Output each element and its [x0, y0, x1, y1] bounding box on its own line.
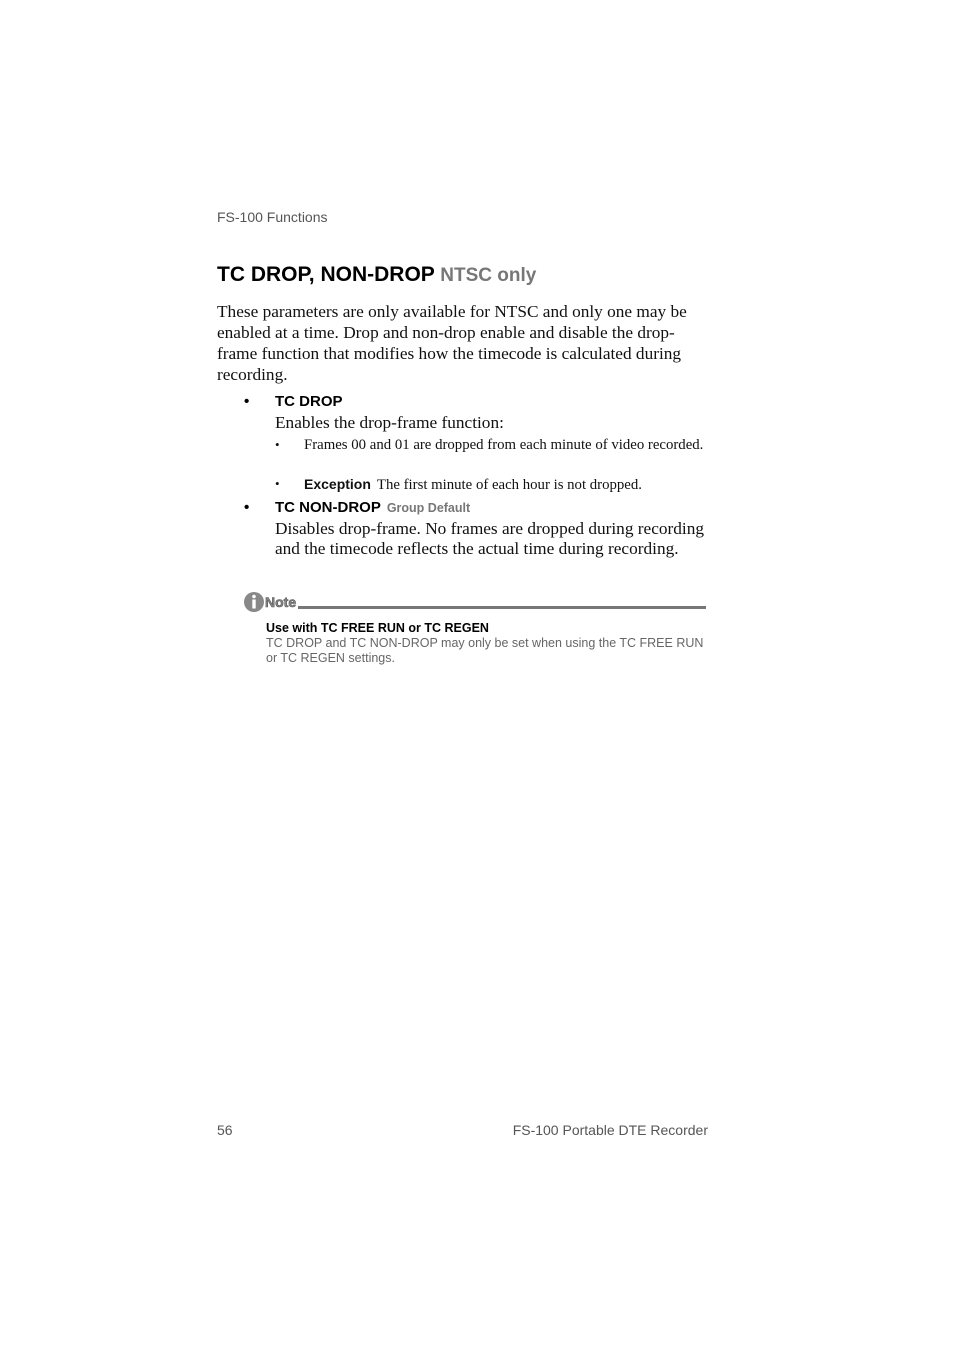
note-text: TC DROP and TC NON-DROP may only be set when using the TC FREE RUN or TC REGEN settings.	[266, 636, 704, 665]
section-title	[217, 263, 536, 287]
sub-bullet: •	[275, 437, 280, 452]
tc-drop-heading	[275, 393, 343, 410]
note-title: Use with TC FREE RUN or TC REGEN	[266, 621, 489, 635]
footer-title: FS-100 Portable DTE Recorder	[512, 1122, 708, 1138]
exception-label: Exception	[304, 476, 371, 492]
tc-drop-subitem-frames: Frames 00 and 01 are dropped from each minute of video recorded.	[304, 437, 704, 453]
info-note-icon	[243, 591, 305, 613]
tc-drop-label: TC DROP	[275, 393, 343, 410]
running-header: FS-100 Functions	[217, 209, 328, 225]
tc-non-drop-label: TC NON-DROP	[275, 499, 381, 516]
tc-drop-subitem-exception	[304, 475, 704, 495]
group-default-tag: Group Default	[386, 501, 471, 515]
bullet: •	[244, 393, 250, 410]
intro-paragraph: These parameters are only available for NTSC and only one may be enabled at a time. Drop and non-drop enable and disable the drop-frame function that modifies how the timecode is calculated during recording.	[217, 302, 687, 384]
section-qualifier: NTSC only	[440, 265, 537, 286]
sub-bullet: •	[275, 476, 280, 491]
tc-non-drop-heading	[275, 499, 470, 516]
exception-text: The first minute of each hour is not dropped.	[376, 477, 642, 493]
tc-non-drop-description: Disables drop-frame. No frames are dropped during recording and the timecode reflects the actual time during recording.	[275, 519, 704, 558]
note-divider	[298, 606, 706, 609]
bullet: •	[244, 499, 250, 516]
section-title-text: TC DROP, NON-DROP	[217, 263, 435, 286]
page-number: 56	[217, 1122, 233, 1138]
note-label: Note	[265, 594, 297, 610]
tc-drop-description: Enables the drop-frame function:	[275, 413, 504, 432]
